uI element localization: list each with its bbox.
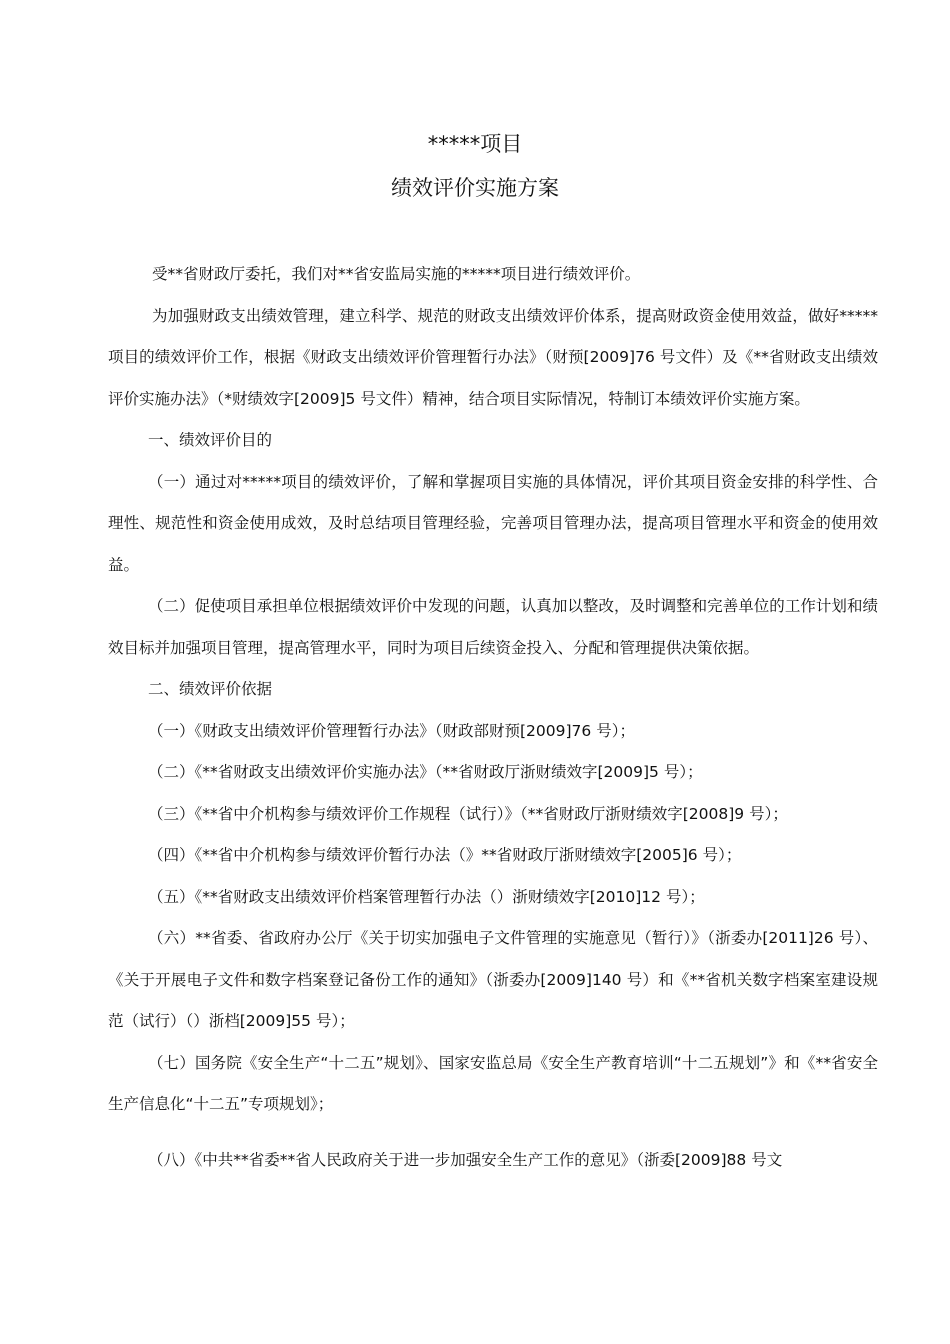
section-heading-basis: 二、绩效评价依据 <box>148 680 273 698</box>
basis-paragraph: 为加强财政支出绩效管理，建立科学、规范的财政支出绩效评价体系，提高财政资金使用效益，做好*****项目的绩效评价工作，根据《财政支出绩效评价管理暂行办法》（财预[2009]76 号文件）及《**省财政支出绩效评价实施办法》（*财绩效字[2009]5 号文件）精神，结合项目实际情况，特制订本绩效评价实施方案。 <box>108 306 878 408</box>
purpose-item-1: （一）通过对*****项目的绩效评价，了解和掌握项目实施的具体情况，评价其项目资金安排的科学性、合理性、规范性和资金使用成效，及时总结项目管理经验，完善项目管理办法，提高项目管理水平和资金的使用效益。 <box>108 472 878 574</box>
intro-paragraph: 受**省财政厅委托，我们对**省安监局实施的*****项目进行绩效评价。 <box>152 265 641 283</box>
basis-item-7: （七）国务院《安全生产“十二五”规划》、国家安监总局《安全生产教育培训“十二五规划”》和《**省安全生产信息化“十二五”专项规划》； <box>108 1053 878 1113</box>
document-title-line2: 绩效评价实施方案 <box>391 176 559 200</box>
basis-item-5: （五）《**省财政支出绩效评价档案管理暂行办法（）浙财绩效字[2010]12 号）； <box>148 887 705 906</box>
document-body <box>108 254 878 1181</box>
document-title-line1: *****项目 <box>427 132 523 156</box>
basis-item-6: （六）**省委、省政府办公厅《关于切实加强电子文件管理的实施意见（暂行）》（浙委办[2011]26 号）、《关于开展电子文件和数字档案登记备份工作的通知》（浙委办[2009]140 号）和《**省机关数字档案室建设规范（试行）（）浙档[2009]55 号）； <box>108 929 878 1030</box>
paragraph-gap <box>108 1126 878 1140</box>
basis-item-1: （一）《财政支出绩效评价管理暂行办法》（财政部财预[2009]76 号）； <box>148 721 635 740</box>
purpose-item-2: （二）促使项目承担单位根据绩效评价中发现的问题，认真加以整改，及时调整和完善单位的工作计划和绩效目标并加强项目管理，提高管理水平，同时为项目后续资金投入、分配和管理提供决策依据。 <box>108 597 878 657</box>
basis-item-2: （二）《**省财政支出绩效评价实施办法》（**省财政厅浙财绩效字[2009]5 号）； <box>148 763 703 781</box>
basis-item-8: （八）《中共**省委**省人民政府关于进一步加强安全生产工作的意见》（浙委[2009]88 号文 <box>148 1150 783 1169</box>
basis-item-4: （四）《**省中介机构参与绩效评价暂行办法（》**省财政厅浙财绩效字[2005]6 号）； <box>148 846 742 864</box>
section-heading-purpose: 一、绩效评价目的 <box>148 431 273 449</box>
basis-item-3: （三）《**省中介机构参与绩效评价工作规程（试行）》（**省财政厅浙财绩效字[2008]9 号）； <box>148 804 788 823</box>
